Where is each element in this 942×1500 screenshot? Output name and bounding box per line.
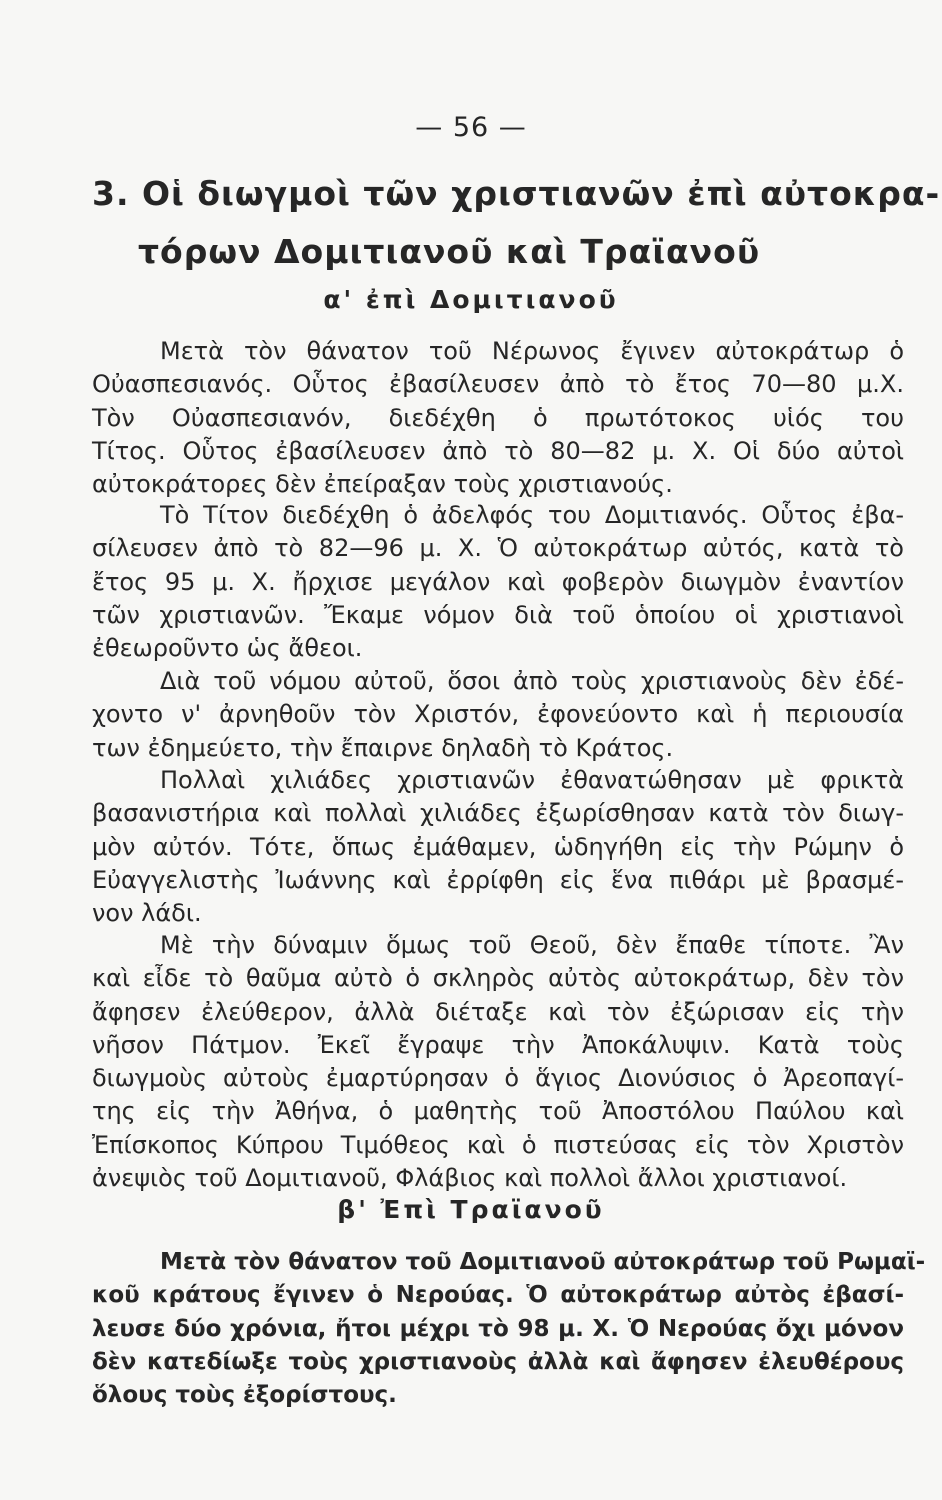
text-line: αὐτοκράτορες δὲν ἐπείραξαν τοὺς χριστιανούς.	[92, 470, 673, 499]
text-line: Μετὰ τὸν θάνατον τοῦ Νέρωνος ἔγινεν αὐτοκράτωρ ὁ	[160, 337, 904, 365]
text-line: των ἐδημεύετο, τὴν ἔπαιρνε δηλαδὴ τὸ Κράτος.	[92, 733, 674, 762]
paragraph	[92, 335, 904, 501]
text-line: της εἰς τὴν Ἀθήνα, ὁ μαθητὴς τοῦ Ἀποστόλου Παύλου καὶ	[92, 1097, 904, 1126]
chapter-title-line: 3. Οἱ διωγμοὶ τῶν χριστιανῶν ἐπὶ αὐτοκρα-	[92, 174, 941, 213]
text-line: λευσε δύο χρόνια, ἤτοι μέχρι τὸ 98 μ. Χ. Ὁ Νερούας ὄχι μόνον	[92, 1315, 904, 1342]
text-line: Μὲ τὴν δύναμιν ὅμως τοῦ Θεοῦ, δὲν ἔπαθε τίποτε. Ἂν	[160, 931, 904, 959]
paragraph	[92, 665, 904, 765]
text-line: Μετὰ τὸν θάνατον τοῦ Δομιτιανοῦ αὐτοκράτωρ τοῦ Ρωμαϊ-	[160, 1249, 926, 1275]
text-line: Οὐασπεσιανός. Οὗτος ἐβασίλευσεν ἀπὸ τὸ ἔτος 70—80 μ.Χ.	[92, 370, 904, 399]
text-line: Τὸν Οὐασπεσιανόν, διεδέχθη ὁ πρωτότοκος υἱός του	[92, 403, 904, 432]
text-line: Τίτος. Οὗτος ἐβασίλευσεν ἀπὸ τὸ 80—82 μ. Χ. Οἱ δύο αὐτοὶ	[92, 436, 904, 465]
chapter-title-line: τόρων Δομιτιανοῦ καὶ Τραϊανοῦ	[138, 232, 761, 271]
text-line: νον λάδι.	[92, 899, 202, 928]
text-line: δὲν κατεδίωξε τοὺς χριστιανοὺς ἀλλὰ καὶ ἄφησεν ἐλευθέρους	[92, 1348, 904, 1375]
text-line: καὶ εἶδε τὸ θαῦμα αὐτὸ ὁ σκληρὸς αὐτὸς αὐτοκράτωρ, δὲν τὸν	[92, 964, 904, 993]
paragraph	[92, 1246, 926, 1412]
paragraph	[92, 764, 904, 930]
text-line: ὅλους τοὺς ἐξορίστους.	[92, 1382, 397, 1409]
page-number: — 56 —	[415, 112, 527, 143]
text-line: διωγμοὺς αὐτοὺς ἐμαρτύρησαν ὁ ἅγιος Διονύσιος ὁ Ἀρεοπαγί-	[92, 1064, 904, 1093]
text-line: κοῦ κράτους ἔγινεν ὁ Νερούας. Ὁ αὐτοκράτωρ αὐτὸς ἐβασί-	[92, 1282, 904, 1309]
text-line: Πολλαὶ χιλιάδες χριστιανῶν ἐθανατώθησαν μὲ φρικτὰ	[160, 766, 904, 794]
text-line: ἔτος 95 μ. Χ. ἤρχισε μεγάλον καὶ φοβερὸν διωγμὸν ἐναντίον	[92, 567, 904, 596]
text-line: ἀνεψιὸς τοῦ Δομιτιανοῦ, Φλάβιος καὶ πολλοὶ ἄλλοι χριστιανοί.	[92, 1164, 848, 1193]
chapter-title	[92, 165, 941, 281]
text-line: σίλευσεν ἀπὸ τὸ 82—96 μ. Χ. Ὁ αὐτοκράτωρ αὐτός, κατὰ τὸ	[92, 534, 904, 563]
text-line: βασανιστήρια καὶ πολλαὶ χιλιάδες ἐξωρίσθησαν κατὰ τὸν διωγ-	[92, 799, 904, 828]
text-line: ἄφησεν ἐλεύθερον, ἀλλὰ διέταξε καὶ τὸν ἐξώρισαν εἰς τὴν	[92, 997, 904, 1026]
paragraph	[92, 929, 904, 1195]
text-line: ἐθεωροῦντο ὡς ἄθεοι.	[92, 634, 363, 663]
text-line: χοντο ν' ἀρνηθοῦν τὸν Χριστόν, ἐφονεύοντο καὶ ἡ περιουσία	[92, 700, 904, 729]
section-heading-trajan: β' Ἐπὶ Τραϊανοῦ	[337, 1195, 605, 1224]
text-line: Εὐαγγελιστὴς Ἰωάννης καὶ ἐρρίφθη εἰς ἕνα πιθάρι μὲ βρασμέ-	[92, 865, 904, 894]
text-line: μὸν αὐτόν. Τότε, ὅπως ἐμάθαμεν, ὡδηγήθη εἰς τὴν Ρώμην ὁ	[92, 832, 904, 861]
text-line: νῆσον Πάτμον. Ἐκεῖ ἔγραψε τὴν Ἀποκάλυψιν. Κατὰ τοὺς	[92, 1030, 904, 1059]
text-line: Διὰ τοῦ νόμου αὐτοῦ, ὅσοι ἀπὸ τοὺς χριστιανοὺς δὲν ἐδέ-	[160, 667, 904, 695]
text-line: τῶν χριστιανῶν. Ἔκαμε νόμον διὰ τοῦ ὁποίου οἱ χριστιανοὶ	[92, 600, 904, 629]
text-line: Ἐπίσκοπος Κύπρου Τιμόθεος καὶ ὁ πιστεύσας εἰς τὸν Χριστὸν	[92, 1130, 904, 1159]
paragraph	[92, 499, 904, 665]
text-line: Τὸ Τίτον διεδέχθη ὁ ἀδελφός του Δομιτιανός. Οὗτος ἐβα-	[160, 501, 904, 529]
section-heading-domitian: α' ἐπὶ Δομιτιανοῦ	[323, 285, 619, 314]
